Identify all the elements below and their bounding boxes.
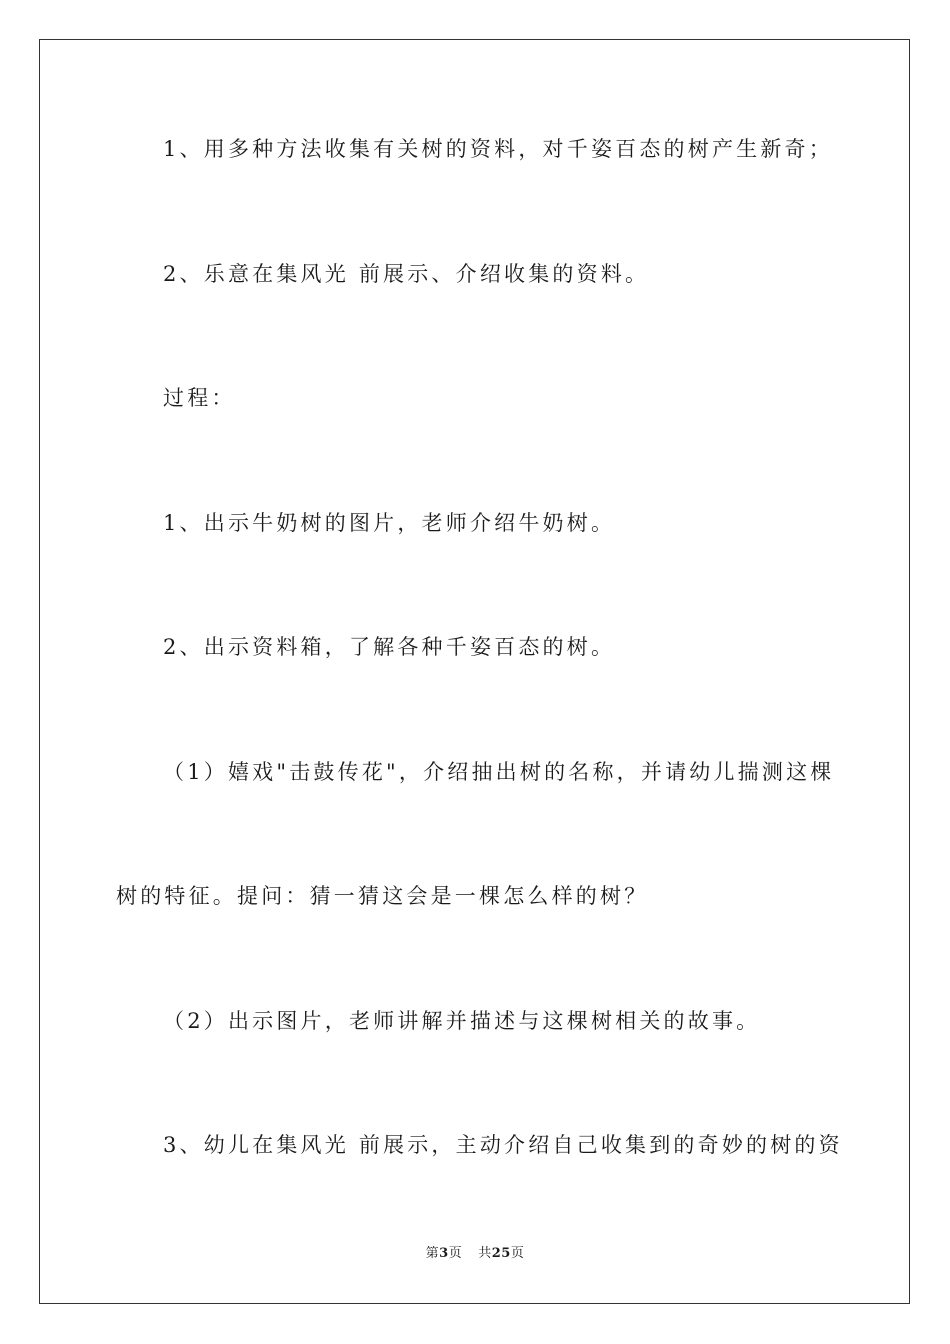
footer-total-prefix: 共 [478, 1246, 492, 1261]
footer-page-suffix: 页 [448, 1246, 463, 1261]
footer-page-prefix: 第 [425, 1246, 440, 1261]
paragraph-step-2: 2、出示资料箱，了解各种千姿百态的树。 [163, 635, 616, 659]
paragraph-step-2-sub-1-continued: 树的特征。提问：猜一猜这会是一棵怎么样的树？ [116, 884, 649, 908]
page-border [39, 39, 910, 1304]
footer-page-total: 25 [491, 1246, 511, 1261]
paragraph-step-2-sub-1: （1）嬉戏"击鼓传花"，介绍抽出树的名称，并请幼儿揣测这棵 [163, 760, 835, 784]
paragraph-step-3: 3、幼儿在集风光 前展示，主动介绍自己收集到的奇妙的树的资 [163, 1133, 843, 1157]
paragraph-process-heading: 过程： [163, 386, 236, 410]
footer-page-current: 3 [439, 1246, 449, 1261]
paragraph-goal-2: 2、乐意在集风光 前展示、介绍收集的资料。 [163, 262, 650, 286]
footer-total-suffix: 页 [510, 1246, 525, 1261]
paragraph-step-2-sub-2: （2）出示图片，老师讲解并描述与这棵树相关的故事。 [163, 1009, 761, 1033]
paragraph-step-1: 1、出示牛奶树的图片，老师介绍牛奶树。 [163, 511, 616, 535]
paragraph-goal-1: 1、用多种方法收集有关树的资料，对千姿百态的树产生新奇； [163, 137, 833, 161]
page-footer [0, 1244, 950, 1264]
